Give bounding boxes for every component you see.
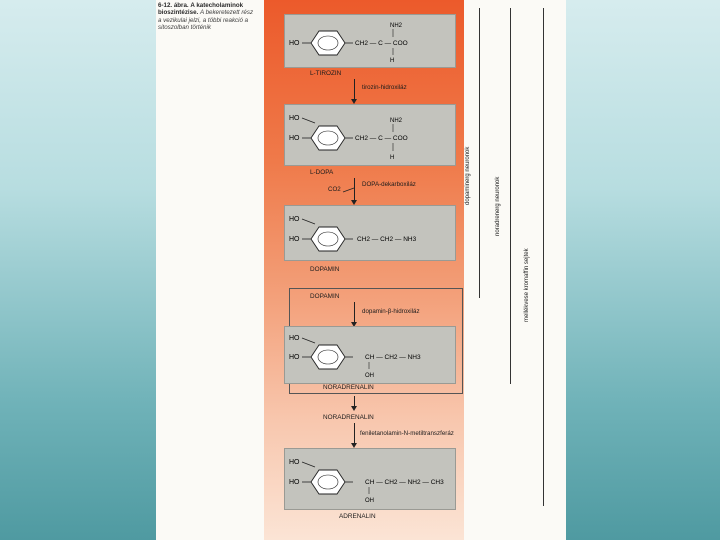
dopamine-ho-1: HO [289, 216, 300, 223]
co2-byproduct: CO2 [328, 186, 341, 193]
noradrenergic-label: noradrenerg neuronok [495, 176, 501, 236]
tyrosine-h: H [390, 58, 395, 64]
dopa-chain: CH2 — C — COO [355, 135, 408, 142]
noradrenaline-ho-2: HO [289, 354, 300, 361]
adrenaline-chain: CH — CH2 — NH2 — CH3 [365, 479, 444, 486]
arrow-3 [354, 302, 355, 324]
dopaminergic-label: dopaminerg neuronok [465, 146, 471, 205]
noradrenaline-ho-1: HO [289, 335, 300, 342]
noradrenaline-chain: CH — CH2 — NH3 [365, 354, 421, 361]
product-label-dopamine-vesicle: DOPAMIN [310, 293, 340, 300]
noradrenergic-range-line [510, 8, 511, 384]
arrow-1 [354, 79, 355, 101]
dopa-structure [285, 105, 455, 165]
tyrosine-chain: CH2 — C — COO [355, 40, 408, 47]
adrenaline-ho-1: HO [289, 459, 300, 466]
product-label-noradrenaline-2: NORADRENALIN [323, 414, 374, 421]
tyrosine-structure-box [284, 14, 456, 68]
figure-note: A bekeretezett rész a vezikulai jelzi, a többi reakció a sitoszolban történik [158, 9, 254, 31]
product-label-dopamine: DOPAMIN [310, 266, 340, 273]
enzyme-tyrosine-hydroxylase: tirozin-hidroxiláz [362, 84, 407, 91]
chromaffin-label: mellékvese kromaffin sejtek [524, 248, 530, 322]
product-label-noradrenaline: NORADRENALIN [323, 384, 374, 391]
product-label-adrenaline: ADRENALIN [339, 513, 376, 520]
arrow-4 [354, 396, 355, 408]
enzyme-dopamine-beta-hydroxylase: dopamin-β-hidroxiláz [362, 308, 420, 315]
dopamine-ho-2: HO [289, 236, 300, 243]
dopamine-structure-box [284, 205, 456, 261]
dopa-structure-box [284, 104, 456, 166]
figure-caption [158, 2, 258, 31]
chromaffin-range-line [543, 8, 544, 506]
textbook-page [156, 0, 566, 540]
figure-title: A katecholaminok bioszintézise. [158, 2, 244, 17]
enzyme-dopa-decarboxylase: DOPA-dekarboxiláz [362, 181, 416, 188]
arrow-5 [354, 423, 355, 445]
adrenaline-structure [285, 449, 455, 509]
noradrenaline-structure-box [284, 326, 456, 384]
dopamine-structure [285, 206, 455, 260]
noradrenaline-structure [285, 327, 455, 383]
enzyme-pnmt: feniletanolamin-N-metiltranszferáz [360, 430, 454, 437]
dopamine-chain: CH2 — CH2 — NH3 [357, 236, 417, 243]
dopa-amino: NH2 [390, 118, 403, 124]
dopa-ho-1: HO [289, 115, 300, 122]
dopa-ho-2: HO [289, 135, 300, 142]
dopa-h: H [390, 155, 395, 161]
dopaminergic-range-line [479, 8, 480, 298]
co2-release-arrow [340, 186, 356, 196]
product-label-dopa: L-DOPA [310, 169, 334, 176]
tyrosine-amino: NH2 [390, 23, 403, 29]
noradrenaline-oh: OH [365, 373, 374, 379]
tyrosine-structure [285, 15, 455, 67]
figure-number: 6-12. ábra. [158, 2, 189, 9]
adrenaline-ho-2: HO [289, 479, 300, 486]
tyrosine-ho: HO [289, 40, 300, 47]
product-label-tyrosine: L-TIROZIN [310, 70, 342, 77]
adrenaline-oh: OH [365, 498, 374, 504]
adrenaline-structure-box [284, 448, 456, 510]
